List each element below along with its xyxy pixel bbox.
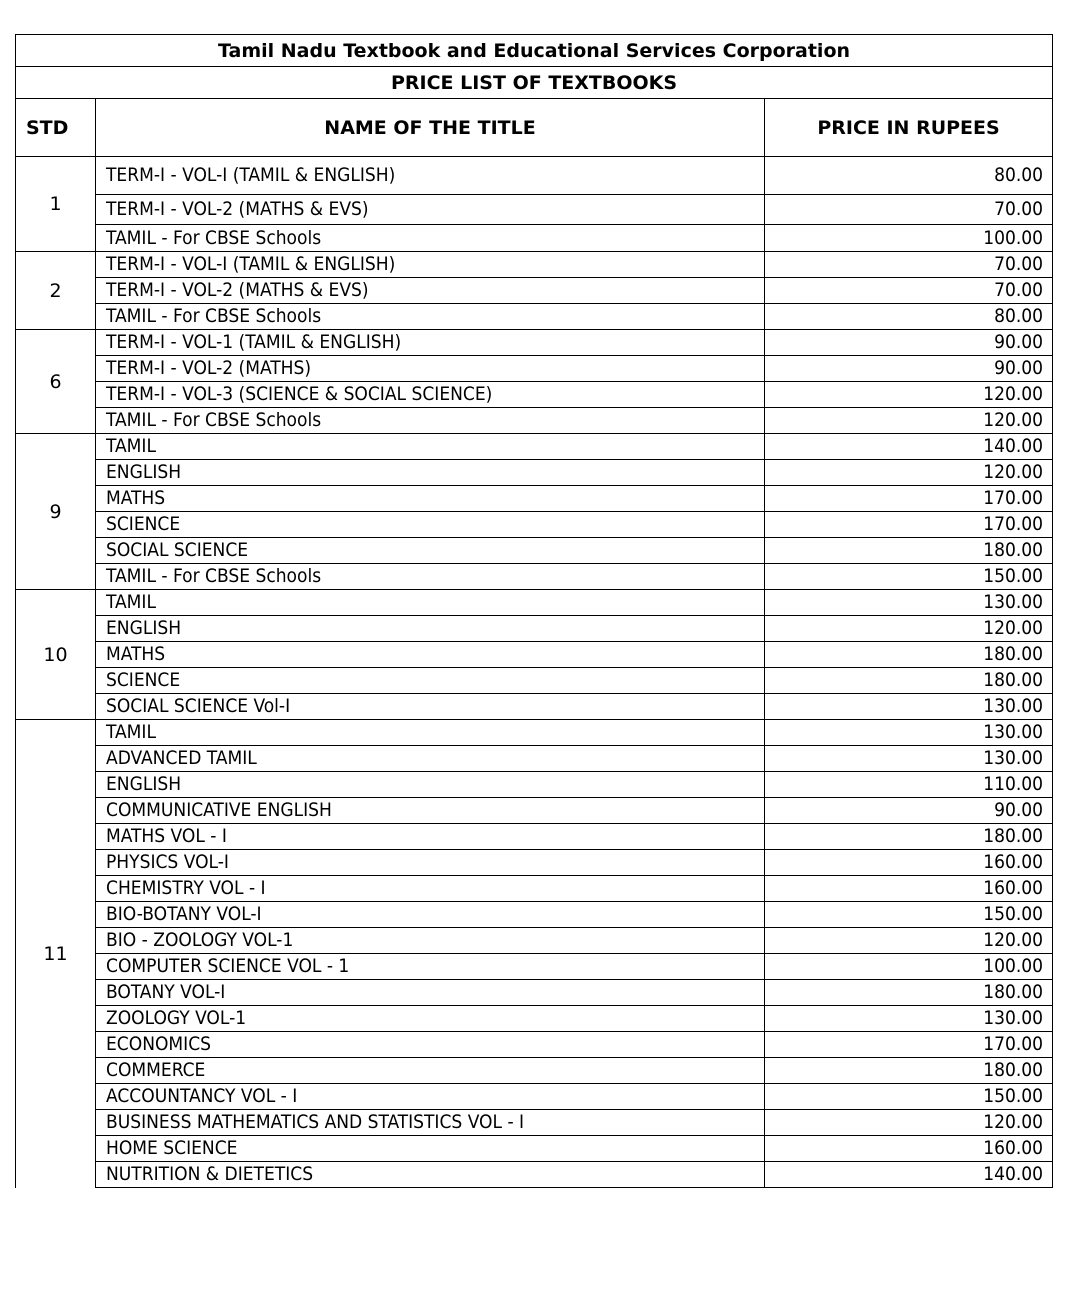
table-row bbox=[16, 1058, 1053, 1084]
corporation-title: Tamil Nadu Textbook and Educational Services Corporation bbox=[16, 35, 1053, 67]
table-row bbox=[16, 772, 1053, 798]
price-cell: 130.00 bbox=[765, 590, 1053, 616]
price-cell: 180.00 bbox=[765, 538, 1053, 564]
title-cell: BIO-BOTANY VOL-I bbox=[96, 902, 765, 928]
title-cell: TAMIL - For CBSE Schools bbox=[96, 225, 765, 252]
title-cell: SCIENCE bbox=[96, 512, 765, 538]
title-cell: ENGLISH bbox=[96, 772, 765, 798]
title-cell: HOME SCIENCE bbox=[96, 1136, 765, 1162]
title-cell: BUSINESS MATHEMATICS AND STATISTICS VOL - I bbox=[96, 1110, 765, 1136]
std-cell: 9 bbox=[16, 434, 96, 590]
title-cell: ECONOMICS bbox=[96, 1032, 765, 1058]
table-row bbox=[16, 356, 1053, 382]
table-row bbox=[16, 954, 1053, 980]
price-cell: 160.00 bbox=[765, 850, 1053, 876]
title-cell: TAMIL - For CBSE Schools bbox=[96, 304, 765, 330]
price-list-table bbox=[15, 34, 1053, 1188]
table-row bbox=[16, 824, 1053, 850]
price-cell: 70.00 bbox=[765, 252, 1053, 278]
price-cell: 140.00 bbox=[765, 1162, 1053, 1188]
title-cell: COMMUNICATIVE ENGLISH bbox=[96, 798, 765, 824]
std-cell: 6 bbox=[16, 330, 96, 434]
table-row bbox=[16, 434, 1053, 460]
price-cell: 180.00 bbox=[765, 642, 1053, 668]
price-cell: 170.00 bbox=[765, 1032, 1053, 1058]
price-cell: 120.00 bbox=[765, 616, 1053, 642]
title-cell: MATHS VOL - I bbox=[96, 824, 765, 850]
price-list-body bbox=[16, 157, 1053, 1188]
table-row bbox=[16, 1110, 1053, 1136]
title-cell: TERM-I - VOL-I (TAMIL & ENGLISH) bbox=[96, 252, 765, 278]
price-cell: 130.00 bbox=[765, 694, 1053, 720]
column-header-std: STD bbox=[16, 99, 96, 157]
price-cell: 120.00 bbox=[765, 460, 1053, 486]
table-row bbox=[16, 564, 1053, 590]
title-cell: SOCIAL SCIENCE bbox=[96, 538, 765, 564]
price-cell: 150.00 bbox=[765, 1084, 1053, 1110]
title-cell: PHYSICS VOL-I bbox=[96, 850, 765, 876]
title-cell: TERM-I - VOL-3 (SCIENCE & SOCIAL SCIENCE) bbox=[96, 382, 765, 408]
std-cell: 10 bbox=[16, 590, 96, 720]
price-cell: 120.00 bbox=[765, 1110, 1053, 1136]
std-cell: 11 bbox=[16, 720, 96, 1188]
title-cell: ENGLISH bbox=[96, 616, 765, 642]
table-row bbox=[16, 694, 1053, 720]
std-cell: 1 bbox=[16, 157, 96, 252]
price-cell: 120.00 bbox=[765, 928, 1053, 954]
table-row bbox=[16, 902, 1053, 928]
table-row bbox=[16, 980, 1053, 1006]
price-cell: 130.00 bbox=[765, 1006, 1053, 1032]
title-cell: TAMIL bbox=[96, 590, 765, 616]
price-cell: 110.00 bbox=[765, 772, 1053, 798]
title-cell: TERM-I - VOL-I (TAMIL & ENGLISH) bbox=[96, 157, 765, 195]
price-cell: 100.00 bbox=[765, 225, 1053, 252]
title-cell: TERM-I - VOL-1 (TAMIL & ENGLISH) bbox=[96, 330, 765, 356]
price-cell: 160.00 bbox=[765, 876, 1053, 902]
table-row bbox=[16, 1032, 1053, 1058]
table-row bbox=[16, 616, 1053, 642]
table-row bbox=[16, 330, 1053, 356]
table-row bbox=[16, 225, 1053, 252]
price-cell: 180.00 bbox=[765, 824, 1053, 850]
title-cell: TAMIL bbox=[96, 720, 765, 746]
table-row bbox=[16, 278, 1053, 304]
title-cell: TAMIL - For CBSE Schools bbox=[96, 408, 765, 434]
title-cell: ZOOLOGY VOL-1 bbox=[96, 1006, 765, 1032]
price-cell: 120.00 bbox=[765, 408, 1053, 434]
table-row bbox=[16, 1136, 1053, 1162]
table-row bbox=[16, 512, 1053, 538]
title-cell: TERM-I - VOL-2 (MATHS & EVS) bbox=[96, 195, 765, 225]
price-cell: 130.00 bbox=[765, 720, 1053, 746]
title-cell: CHEMISTRY VOL - I bbox=[96, 876, 765, 902]
table-row bbox=[16, 1084, 1053, 1110]
price-list-document bbox=[15, 34, 1052, 1188]
table-row bbox=[16, 668, 1053, 694]
price-cell: 140.00 bbox=[765, 434, 1053, 460]
table-row bbox=[16, 720, 1053, 746]
price-cell: 130.00 bbox=[765, 746, 1053, 772]
price-cell: 80.00 bbox=[765, 304, 1053, 330]
title-cell: NUTRITION & DIETETICS bbox=[96, 1162, 765, 1188]
price-cell: 90.00 bbox=[765, 356, 1053, 382]
price-cell: 70.00 bbox=[765, 195, 1053, 225]
title-cell: TERM-I - VOL-2 (MATHS & EVS) bbox=[96, 278, 765, 304]
title-cell: MATHS bbox=[96, 486, 765, 512]
title-cell: BOTANY VOL-I bbox=[96, 980, 765, 1006]
price-cell: 160.00 bbox=[765, 1136, 1053, 1162]
table-row bbox=[16, 408, 1053, 434]
price-cell: 170.00 bbox=[765, 512, 1053, 538]
table-row bbox=[16, 876, 1053, 902]
title-cell: TAMIL bbox=[96, 434, 765, 460]
table-row bbox=[16, 928, 1053, 954]
price-cell: 100.00 bbox=[765, 954, 1053, 980]
table-row bbox=[16, 538, 1053, 564]
table-row bbox=[16, 798, 1053, 824]
title-cell: SCIENCE bbox=[96, 668, 765, 694]
table-row bbox=[16, 850, 1053, 876]
price-cell: 180.00 bbox=[765, 1058, 1053, 1084]
table-row bbox=[16, 157, 1053, 195]
price-cell: 150.00 bbox=[765, 564, 1053, 590]
price-cell: 180.00 bbox=[765, 668, 1053, 694]
title-cell: MATHS bbox=[96, 642, 765, 668]
table-row bbox=[16, 1006, 1053, 1032]
title-cell: ENGLISH bbox=[96, 460, 765, 486]
table-row bbox=[16, 486, 1053, 512]
table-row bbox=[16, 252, 1053, 278]
price-cell: 90.00 bbox=[765, 330, 1053, 356]
table-row bbox=[16, 304, 1053, 330]
table-row bbox=[16, 382, 1053, 408]
price-cell: 70.00 bbox=[765, 278, 1053, 304]
price-cell: 80.00 bbox=[765, 157, 1053, 195]
title-cell: COMMERCE bbox=[96, 1058, 765, 1084]
title-cell: TERM-I - VOL-2 (MATHS) bbox=[96, 356, 765, 382]
price-cell: 170.00 bbox=[765, 486, 1053, 512]
table-row bbox=[16, 1162, 1053, 1188]
column-header-name: NAME OF THE TITLE bbox=[96, 99, 765, 157]
std-cell: 2 bbox=[16, 252, 96, 330]
price-cell: 150.00 bbox=[765, 902, 1053, 928]
title-cell: ACCOUNTANCY VOL - I bbox=[96, 1084, 765, 1110]
price-cell: 120.00 bbox=[765, 382, 1053, 408]
table-row bbox=[16, 195, 1053, 225]
price-cell: 180.00 bbox=[765, 980, 1053, 1006]
table-row bbox=[16, 746, 1053, 772]
title-cell: ADVANCED TAMIL bbox=[96, 746, 765, 772]
title-cell: TAMIL - For CBSE Schools bbox=[96, 564, 765, 590]
table-row bbox=[16, 460, 1053, 486]
table-row bbox=[16, 642, 1053, 668]
price-cell: 90.00 bbox=[765, 798, 1053, 824]
title-cell: COMPUTER SCIENCE VOL - 1 bbox=[96, 954, 765, 980]
table-row bbox=[16, 590, 1053, 616]
price-list-subtitle: PRICE LIST OF TEXTBOOKS bbox=[16, 67, 1053, 99]
title-cell: SOCIAL SCIENCE Vol-I bbox=[96, 694, 765, 720]
title-cell: BIO - ZOOLOGY VOL-1 bbox=[96, 928, 765, 954]
column-header-price: PRICE IN RUPEES bbox=[765, 99, 1053, 157]
